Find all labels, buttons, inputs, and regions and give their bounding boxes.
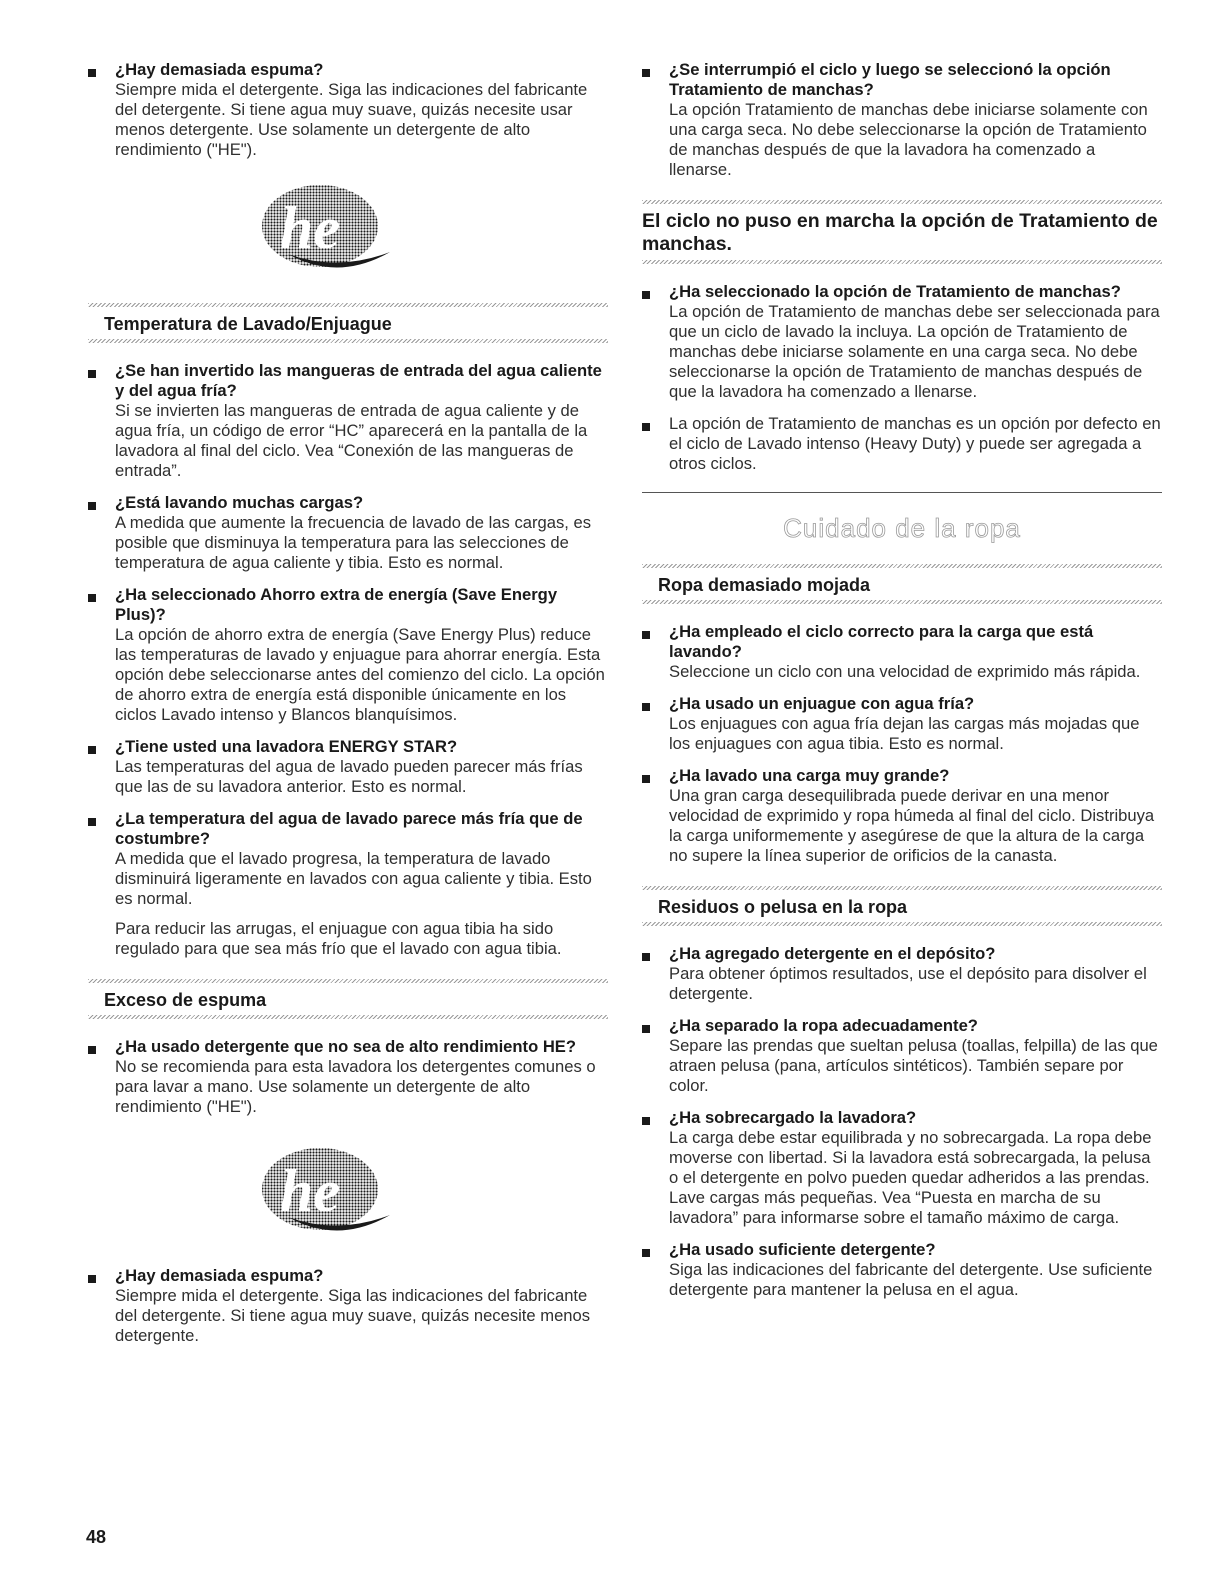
answer: Si se invierten las mangueras de entrada de agua caliente y de agua fría, un código de error “HC” aparecerá en la pantalla de la lavadora al final del ciclo. Vea “Conexión de las mangueras de entrada”. <box>115 401 588 480</box>
question: ¿Tiene usted una lavadora ENERGY STAR? <box>115 737 458 756</box>
page-number: 48 <box>86 1527 107 1547</box>
list-item <box>88 809 608 959</box>
bullet-icon <box>88 69 96 77</box>
answer: Siempre mida el detergente. Siga las indicaciones del fabricante del detergente. Si tiene agua muy suave, quizás necesite menos detergente. <box>115 1286 591 1345</box>
he-logo-icon <box>258 1145 398 1240</box>
list-item <box>642 1108 1162 1228</box>
answer: La carga debe estar equilibrada y no sobrecargada. La ropa debe moverse con libertad. Si la lavadora está sobrecargada, la pelusa o el detergente en polvo pueden quedar adheridos a las prendas. Lave cargas más pequeñas. Vea “Puesta en marcha de su lavadora” para informarse sobre el tamaño máximo de carga. <box>669 1128 1152 1227</box>
divider <box>642 492 1162 493</box>
question: ¿Ha separado la ropa adecuadamente? <box>669 1016 978 1035</box>
question: ¿Ha usado suficiente detergente? <box>669 1240 936 1259</box>
list-item <box>88 493 608 573</box>
section-header-foam <box>88 979 608 1019</box>
bullet-icon <box>88 1275 96 1283</box>
bullet-icon <box>88 594 96 602</box>
bullet-icon <box>642 69 650 77</box>
list-item <box>88 585 608 725</box>
question: ¿Ha seleccionado Ahorro extra de energía (Save Energy Plus)? <box>115 585 558 624</box>
answer: La opción de Tratamiento de manchas debe ser seleccionada para que un ciclo de lavado la incluya. La opción de Tratamiento de manchas debe iniciarse solamente en una carga seca. No debe seleccionarse la opción de Tratamiento de manchas después de que la lavadora ha comenzado a llenarse. <box>669 302 1160 401</box>
bullet-icon <box>642 291 650 299</box>
section-header-lint <box>642 886 1162 926</box>
list-item <box>88 1266 608 1346</box>
bullet-icon <box>642 1117 650 1125</box>
list-item <box>642 414 1162 474</box>
question: ¿Ha lavado una carga muy grande? <box>669 766 950 785</box>
question: ¿Ha empleado el ciclo correcto para la carga que está lavando? <box>669 622 1094 661</box>
left-column <box>88 60 608 1358</box>
answer: Separe las prendas que sueltan pelusa (toallas, felpilla) de las que atraen pelusa (pana, artículos sintéticos). También separe por color. <box>669 1036 1158 1095</box>
answer: Las temperaturas del agua de lavado pueden parecer más frías que las de su lavadora anterior. Esto es normal. <box>115 757 583 796</box>
answer: Siga las indicaciones del fabricante del detergente. Use suficiente detergente para mantener la pelusa en el agua. <box>669 1260 1153 1299</box>
bullet-icon <box>642 1249 650 1257</box>
answer: Una gran carga desequilibrada puede derivar en una menor velocidad de exprimido y ropa húmeda al final del ciclo. Distribuya la carga uniformemente y asegúrese de que la altura de la carga no supere la línea superior de orificios de la canasta. <box>669 786 1155 865</box>
section-header-temperature <box>88 303 608 343</box>
header-title: El ciclo no puso en marcha la opción de Tratamiento de manchas. <box>642 210 1158 255</box>
answer: A medida que el lavado progresa, la temperatura de lavado disminuirá ligeramente en lavados con agua caliente y tibia. Esto es normal. <box>115 849 592 908</box>
section-header-wet <box>642 564 1162 604</box>
he-logo-icon <box>258 182 398 277</box>
logo-text: he <box>280 1158 340 1224</box>
bullet-icon <box>642 423 650 431</box>
list-item <box>88 737 608 797</box>
answer: A medida que aumente la frecuencia de lavado de las cargas, es posible que disminuya la temperatura para las selecciones de temperatura de agua caliente y tibia. Esto es normal. <box>115 513 591 572</box>
question: ¿Ha usado detergente que no sea de alto rendimiento HE? <box>115 1037 577 1056</box>
answer: Siempre mida el detergente. Siga las indicaciones del fabricante del detergente. Si tiene agua muy suave, quizás necesite usar menos detergente. Use solamente un detergente de alto rendimiento ("HE"). <box>115 80 588 159</box>
question: ¿Se han invertido las mangueras de entrada del agua caliente y del agua fría? <box>115 361 602 400</box>
bullet-icon <box>88 1046 96 1054</box>
list-item <box>88 361 608 481</box>
list-item <box>642 622 1162 682</box>
section-header-stain <box>642 200 1162 264</box>
list-item <box>642 944 1162 1004</box>
question: ¿Ha usado un enjuague con agua fría? <box>669 694 975 713</box>
list-item <box>642 1016 1162 1096</box>
question: ¿La temperatura del agua de lavado parece más fría que de costumbre? <box>115 809 583 848</box>
answer: La opción Tratamiento de manchas debe iniciarse solamente con una carga seca. No debe seleccionarse la opción de Tratamiento de manchas después de que la lavadora ha comenzado a llenarse. <box>669 100 1148 179</box>
question: ¿Ha seleccionado la opción de Tratamiento de manchas? <box>669 282 1121 301</box>
bullet-icon <box>642 631 650 639</box>
question: ¿Está lavando muchas cargas? <box>115 493 364 512</box>
answer-note: Para reducir las arrugas, el enjuague con agua tibia ha sido regulado para que sea más frío que el lavado con agua tibia. <box>115 919 562 958</box>
answer: La opción de Tratamiento de manchas es un opción por defecto en el ciclo de Lavado intenso (Heavy Duty) y puede ser agregada a otros ciclos. <box>669 414 1161 473</box>
question: ¿Ha sobrecargado la lavadora? <box>669 1108 917 1127</box>
section-title: Cuidado de la ropa <box>783 513 1021 543</box>
logo-text: he <box>280 195 340 261</box>
list-item <box>642 282 1162 402</box>
list-item <box>642 694 1162 754</box>
list-item <box>642 1240 1162 1300</box>
right-column <box>642 60 1162 1312</box>
answer: Los enjuagues con agua fría dejan las cargas más mojadas que los enjuagues con agua tibia. Esto es normal. <box>669 714 1140 753</box>
header-title: Exceso de espuma <box>104 990 267 1010</box>
bullet-icon <box>642 953 650 961</box>
header-title: Temperatura de Lavado/Enjuague <box>104 314 392 334</box>
bullet-icon <box>642 703 650 711</box>
question: ¿Se interrumpió el ciclo y luego se seleccionó la opción Tratamiento de manchas? <box>669 60 1111 99</box>
answer: Para obtener óptimos resultados, use el depósito para disolver el detergente. <box>669 964 1147 1003</box>
header-title: Ropa demasiado mojada <box>658 575 871 595</box>
bullet-icon <box>642 1025 650 1033</box>
bullet-icon <box>88 818 96 826</box>
answer: La opción de ahorro extra de energía (Save Energy Plus) reduce las temperaturas de lavado y enjuague para ahorrar energía. Esta opción debe seleccionarse antes del comienzo del ciclo. La opción de ahorro extra de energía está disponible únicamente en los ciclos Lavado intenso y Blancos blanquísimos. <box>115 625 605 724</box>
list-item <box>642 60 1162 180</box>
question: ¿Hay demasiada espuma? <box>115 60 324 79</box>
bullet-icon <box>88 370 96 378</box>
question: ¿Hay demasiada espuma? <box>115 1266 324 1285</box>
bullet-icon <box>88 502 96 510</box>
list-item <box>642 766 1162 866</box>
bullet-icon <box>88 746 96 754</box>
answer: No se recomienda para esta lavadora los detergentes comunes o para lavar a mano. Use solamente un detergente de alto rendimiento ("HE"). <box>115 1057 596 1116</box>
question: ¿Ha agregado detergente en el depósito? <box>669 944 996 963</box>
list-item <box>88 1037 608 1117</box>
header-title: Residuos o pelusa en la ropa <box>658 897 908 917</box>
answer: Seleccione un ciclo con una velocidad de exprimido más rápida. <box>669 662 1141 681</box>
bullet-icon <box>642 775 650 783</box>
list-item <box>88 60 608 160</box>
